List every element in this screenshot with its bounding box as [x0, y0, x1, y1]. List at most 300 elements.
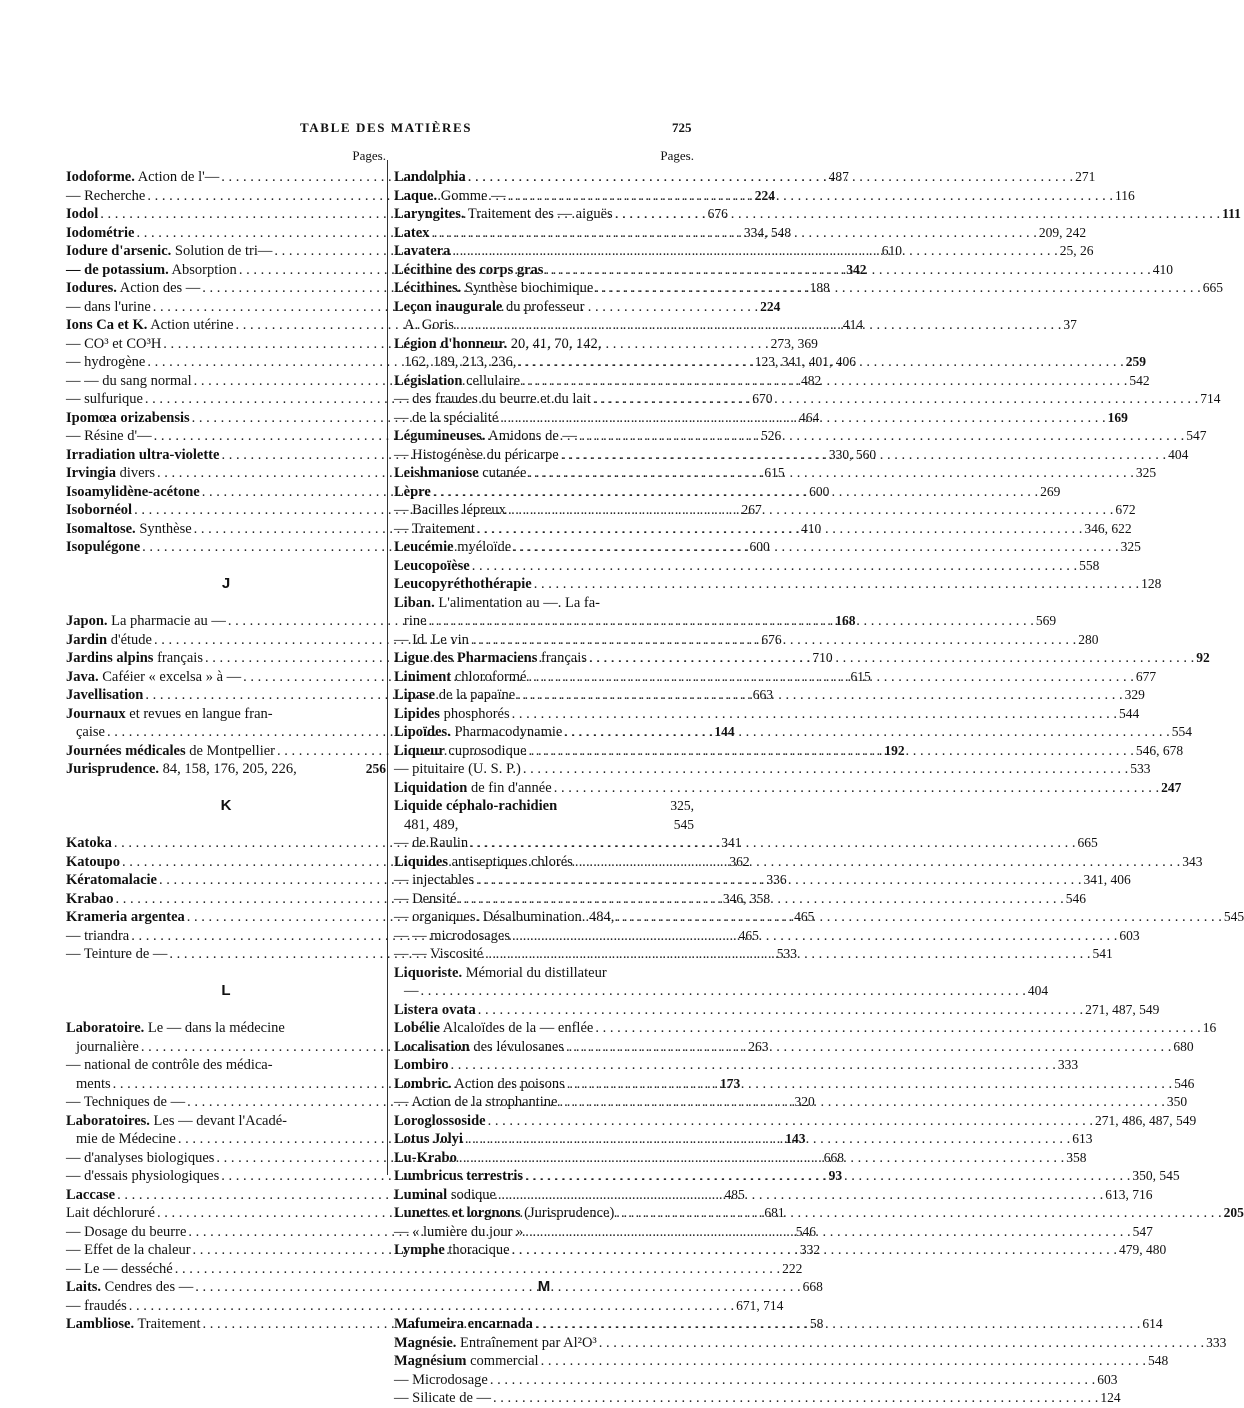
leader-dots: [485, 945, 1090, 964]
section-spacer: [66, 594, 386, 613]
entry-term-text: — dans l'urine: [66, 298, 151, 315]
entry-term: [66, 668, 241, 687]
entry-term: [66, 945, 167, 964]
entry-term: [394, 224, 429, 243]
entry-page: 350, 545: [1132, 1168, 1180, 1183]
entry-page: 143: [785, 1131, 806, 1146]
entry-term: [394, 927, 510, 946]
entry-term-bold: Jardins alpins: [66, 650, 154, 666]
leader-dots: [599, 1334, 1204, 1353]
leader-dots: [429, 612, 1034, 631]
leader-dots: [431, 224, 1036, 243]
index-entry: [394, 1371, 1118, 1390]
leader-dots: [512, 1241, 1117, 1260]
entry-term-bold: Loroglossoside: [394, 1112, 486, 1129]
entry-page: 613: [1072, 1131, 1093, 1146]
entry-term: [66, 1297, 127, 1316]
entry-term: [76, 723, 105, 742]
index-entry: [394, 1389, 1121, 1408]
entry-term-text: — hydrogène: [66, 354, 146, 370]
entry-term: [66, 538, 140, 557]
leader-dots: [595, 279, 1200, 298]
entry-term: [394, 1352, 539, 1371]
entry-page: 464: [799, 409, 820, 425]
entry-term-text: de la papaïne: [435, 687, 516, 703]
entry-term: [394, 335, 601, 354]
index-entry: [394, 982, 1049, 1001]
entry-page: 325,: [670, 798, 694, 813]
entry-term: [404, 316, 454, 335]
entry-page: 37: [1063, 317, 1077, 332]
entry-term: [66, 1149, 214, 1168]
entry-term: [66, 390, 143, 409]
entry-term-bold: Lipides: [394, 705, 440, 722]
entry-term: [66, 261, 237, 280]
entry-term: [394, 1315, 533, 1334]
index-entry: [394, 557, 1100, 576]
leader-dots: [560, 1093, 1165, 1112]
entry-term: [394, 427, 577, 446]
entry-page: 487: [828, 169, 849, 184]
entry-term: [66, 298, 151, 317]
entry-term: [66, 612, 226, 631]
index-entry: [394, 1352, 1169, 1371]
entry-page: 116: [1114, 187, 1135, 203]
entry-term: [66, 705, 273, 724]
entry-term: [66, 1260, 173, 1279]
entry-term: [394, 594, 600, 613]
entry-term-text: commercial: [466, 1353, 539, 1369]
entry-term: [394, 668, 527, 687]
entry-term-bold: Localisation: [394, 1038, 470, 1055]
entry-page: 414: [842, 317, 864, 332]
index-entry: [394, 1334, 1227, 1353]
entry-page: 16: [1202, 1020, 1217, 1035]
entry-term-bold: Leishmaniose: [394, 465, 479, 481]
entry-page: 541: [1092, 946, 1113, 961]
section-letter: L: [221, 982, 231, 999]
leader-dots: [468, 168, 1073, 187]
index-entry: [394, 779, 1182, 798]
entry-page: 546: [1065, 890, 1087, 906]
entry-term-text: — de Raulin: [394, 835, 469, 851]
entry-term: [66, 168, 219, 187]
entry-term-bold: Iodure d'arsenic.: [66, 243, 172, 259]
entry-page: 546: [1174, 1075, 1195, 1091]
entry-term-text: Synthèse: [135, 520, 192, 537]
entry-term-text: — — microdosages: [394, 927, 510, 944]
leader-dots: [561, 446, 1166, 465]
entry-term: [66, 649, 203, 668]
entry-page: 569: [1035, 613, 1057, 628]
entry-term-bold: Liquidation: [394, 779, 468, 796]
entry-term: [394, 631, 469, 650]
entry-term-bold: Leucopyréthothérapie: [394, 576, 532, 592]
leader-dots: [513, 538, 1118, 557]
entry-term-text: d'étude: [107, 631, 152, 648]
entry-term-text: La pharmacie au —: [107, 613, 226, 629]
entry-term-bold: Laboratoires.: [66, 1112, 150, 1129]
entry-page: 362: [729, 853, 750, 869]
leader-dots: [498, 1186, 1103, 1205]
entry-term: [66, 760, 297, 779]
entry-term-text: — injectables: [394, 872, 475, 888]
entry-term-bold: Lunettes et lorgnons: [394, 1205, 521, 1221]
entry-term: [394, 1371, 488, 1390]
leader-dots: [616, 908, 1221, 927]
section-letter: K: [220, 797, 232, 814]
entry-term: [394, 742, 527, 761]
entry-term-text: cellulaire: [462, 372, 521, 389]
entry-term: [394, 1223, 523, 1242]
entry-term-bold: Lotus Jolyi: [394, 1131, 463, 1147]
leader-dots: [477, 520, 1082, 539]
entry-term-bold: Mafumeira encarnada: [394, 1316, 533, 1332]
entry-page: 271: [1075, 169, 1096, 184]
entry-term-text: français: [153, 650, 203, 666]
leader-dots: [470, 834, 1075, 853]
entry-term-text: — Silicate de —: [394, 1390, 492, 1406]
entry-term: [394, 501, 506, 520]
section-spacer: [66, 779, 386, 798]
entry-page: 144: [714, 724, 735, 739]
entry-page: 404: [1168, 446, 1189, 462]
leader-dots: [493, 1389, 1098, 1408]
entry-term-text: Lait déchloruré: [66, 1205, 155, 1221]
leader-dots: [517, 686, 1122, 705]
entry-page: 325: [1135, 465, 1157, 480]
entry-term-text: Entraînement par Al²O³: [456, 1334, 597, 1351]
leader-dots: [567, 1075, 1172, 1094]
entry-page: 58: [809, 1316, 824, 1331]
entry-term-bold: Lumbricus terrestris: [394, 1168, 523, 1184]
entry-term: [66, 187, 145, 206]
entry-term: [394, 1075, 565, 1094]
entry-term-bold: Listera ovata: [394, 1001, 476, 1018]
entry-term: [66, 1278, 193, 1297]
leader-dots: [518, 353, 1123, 372]
index-entry: [66, 1278, 823, 1297]
entry-term: [66, 205, 98, 224]
entry-term-text: 481, 489,: [404, 816, 459, 833]
entry-page: 681: [764, 1205, 785, 1220]
leader-dots: [452, 242, 1057, 261]
entry-term: [66, 834, 112, 853]
entry-term-bold: Laboratoire.: [66, 1020, 145, 1036]
entry-term-text: — Dosage du beurre: [66, 1223, 187, 1240]
entry-term: [404, 353, 516, 372]
entry-term-bold: Latex: [394, 224, 430, 241]
entry-page: 663: [752, 687, 773, 702]
entry-term-bold: Kératomalacie: [66, 872, 157, 888]
entry-term-bold: Leucémie: [394, 539, 454, 555]
entry-term: [66, 483, 200, 502]
entry-term-text: — des fraudes du beurre et du lait: [394, 391, 591, 407]
leader-dots: [512, 705, 1117, 724]
entry-term: [66, 1223, 186, 1242]
entry-term-text: — pituitaire (U. S. P.): [394, 761, 521, 777]
leader-dots: [575, 853, 1180, 872]
entry-term: [66, 446, 219, 465]
entry-term: [66, 631, 152, 650]
index-entry: [394, 1001, 1160, 1020]
entry-term-bold: Liqueur: [394, 742, 445, 759]
index-entry: [394, 1112, 1197, 1131]
entry-term-text: — Histogénèse du péricarpe: [394, 446, 559, 463]
leader-dots: [476, 871, 1081, 890]
entry-term-text: Absorption: [168, 261, 237, 278]
entry-term: [394, 205, 613, 224]
entry-page: 485: [724, 1186, 745, 1202]
entry-term: [394, 1093, 558, 1112]
entry-term-text: Action utérine: [147, 317, 234, 333]
leader-dots: [508, 501, 1113, 520]
leader-dots: [589, 649, 1194, 668]
entry-term: [394, 372, 520, 391]
entry-page: 600: [749, 539, 770, 554]
leader-dots: [472, 557, 1077, 576]
entry-term: [394, 908, 614, 927]
entry-page: 173: [720, 1075, 741, 1091]
entry-term-text: myéloïde: [453, 539, 512, 555]
entry-term-bold: Liniment: [394, 668, 452, 685]
entry-page: 545: [673, 816, 694, 832]
entry-term-bold: — de potassium.: [66, 261, 169, 278]
entry-page: 545: [1223, 909, 1244, 924]
entry-term: [66, 353, 145, 372]
entry-term-text: 84, 158, 176, 205, 226,: [159, 761, 297, 777]
entry-page: 610: [881, 243, 903, 258]
entry-page: 533: [1130, 761, 1151, 776]
entry-term-bold: Magnésium: [394, 1353, 467, 1369]
entry-page: 710: [812, 650, 833, 665]
entry-term: [76, 1038, 139, 1057]
entry-term: [394, 686, 515, 705]
entry-term: [66, 316, 234, 335]
entry-page: 671, 714: [736, 1297, 784, 1313]
entry-term-text: rine: [404, 613, 427, 629]
entry-term-text: — Teinture de —: [66, 946, 168, 962]
entry-page: 209, 242: [1038, 224, 1087, 240]
entry-term: [66, 501, 132, 520]
entry-page: 350: [1166, 1094, 1188, 1109]
entry-page: 547: [1132, 1223, 1153, 1239]
entry-term-text: mie de Médecine: [76, 1131, 176, 1147]
index-entry: [394, 594, 694, 613]
leader-dots: [456, 316, 1061, 335]
entry-term: [66, 1019, 285, 1038]
entry-term-text: — triandra: [66, 927, 130, 944]
entry-page: 92: [1196, 650, 1210, 665]
entry-term: [394, 1019, 593, 1038]
entry-page: 269: [1040, 483, 1061, 499]
entry-term: [394, 483, 431, 502]
entry-page: 271, 486, 487, 549: [1094, 1112, 1197, 1128]
entry-page: 526: [760, 428, 782, 443]
entry-page: 205: [1223, 1205, 1244, 1220]
entry-page: 168: [835, 613, 856, 628]
entry-term: [394, 1334, 597, 1353]
entry-page: 410: [1152, 261, 1174, 277]
entry-term: [394, 390, 591, 409]
entry-term-bold: Ipomœa orizabensis: [66, 409, 190, 426]
entry-term-bold: Isobornéol: [66, 502, 133, 518]
leader-dots: [529, 742, 1134, 761]
entry-term-text: phosphorés: [439, 705, 510, 722]
entry-page: 668: [823, 1149, 845, 1165]
entry-page: 222: [782, 1260, 803, 1276]
leader-dots: [478, 1001, 1083, 1020]
entry-term-bold: Lipoïdes.: [394, 724, 451, 740]
entry-term: [404, 982, 419, 1001]
index-entry: [394, 298, 694, 317]
entry-term: [66, 1315, 201, 1334]
leader-dots: [512, 927, 1117, 946]
entry-page: 128: [1141, 576, 1162, 591]
leader-dots: [451, 1056, 1056, 1075]
entry-term: [394, 964, 607, 983]
entry-term: [394, 538, 511, 557]
entry-page: 665: [1202, 280, 1223, 295]
entry-page: 358: [1066, 1149, 1087, 1165]
entry-page: 603: [1097, 1371, 1118, 1387]
entry-term-bold: Lymphe: [394, 1242, 445, 1258]
section-spacer: [66, 1001, 386, 1020]
entry-term-bold: Lu-Krabo: [394, 1149, 457, 1166]
entry-term-bold: Iodol: [66, 206, 99, 222]
entry-page: 410: [801, 520, 822, 536]
entry-term-text: Alcaloïdes de la — enflée: [439, 1020, 594, 1036]
index-entry: [394, 964, 694, 983]
entry-term-bold: Java.: [66, 668, 99, 685]
section-spacer: [66, 964, 386, 983]
entry-page: 224: [760, 298, 781, 314]
entry-page: 224: [754, 187, 775, 203]
entry-page: 546, 678: [1135, 742, 1184, 758]
entry-term: [404, 612, 427, 631]
leader-dots: [529, 668, 1134, 687]
entry-term: [394, 1038, 564, 1057]
entry-term-text: français: [537, 650, 587, 666]
section-spacer: [66, 816, 386, 835]
entry-term-bold: Lipase: [394, 687, 436, 703]
leader-dots: [490, 1371, 1095, 1390]
entry-term-text: Mémorial du distillateur: [462, 964, 607, 981]
entry-term-text: Solution de tri—: [171, 243, 273, 259]
entry-term-text: — d'essais physiologiques: [66, 1168, 220, 1184]
leader-dots: [579, 427, 1184, 446]
leader-dots: [525, 1223, 1130, 1242]
entry-term-bold: Ions Ca et K.: [66, 317, 148, 333]
index-entry: [66, 1112, 386, 1131]
entry-term: [394, 1130, 463, 1149]
leader-dots: [566, 1038, 1171, 1057]
leader-dots: [421, 982, 1026, 1001]
entry-term: [394, 853, 573, 872]
entry-page: 558: [1079, 557, 1100, 573]
entry-page: 404: [1027, 983, 1049, 998]
entry-page: 465: [738, 927, 759, 943]
section-spacer: [394, 1260, 694, 1279]
entry-term: [394, 409, 498, 428]
entry-page: 267: [741, 502, 762, 517]
entry-term: [66, 520, 192, 539]
entry-term-text: — « lumière du jour »: [394, 1223, 524, 1240]
entry-page: 676: [707, 206, 728, 221]
leader-dots: [488, 1112, 1093, 1131]
entry-page: 346, 622: [1084, 520, 1132, 536]
entry-page: 680: [1173, 1038, 1194, 1054]
leader-dots: [529, 464, 1134, 483]
entry-page: 603: [1119, 927, 1140, 943]
entry-term-text: — Densité: [394, 890, 457, 907]
entry-term-text: Cendres des —: [101, 1279, 194, 1295]
index-entry: [66, 1260, 803, 1279]
entry-page: 615: [764, 465, 785, 480]
entry-term-text: Le — dans la médecine: [144, 1020, 285, 1036]
entry-term-text: antiseptiques chlorés: [448, 853, 573, 870]
index-entry: [394, 1056, 1079, 1075]
entry-term-bold: Irvingia: [66, 465, 116, 481]
entry-term-text: — Id. Le vin: [394, 631, 469, 648]
index-entry: [66, 1297, 784, 1316]
entry-term-bold: Krabao: [66, 890, 114, 907]
entry-page: 192: [884, 742, 905, 758]
entry-term-text: A. Goris: [404, 317, 454, 333]
entry-term-bold: Législation: [394, 372, 463, 389]
index-entry: [394, 760, 1151, 779]
entry-term: [394, 1056, 449, 1075]
entry-page: 668: [802, 1279, 823, 1294]
section-letter: J: [221, 575, 231, 592]
entry-term-bold: Laccase: [66, 1186, 116, 1203]
leader-dots: [593, 390, 1198, 409]
entry-term: [394, 168, 466, 187]
entry-term-text: ments: [76, 1075, 111, 1092]
entry-term: [394, 1241, 510, 1260]
entry-term: [394, 279, 593, 298]
entry-term-bold: Lobélie: [394, 1020, 440, 1036]
entry-term: [394, 446, 559, 465]
pages-label-right: Pages.: [660, 148, 694, 163]
entry-term-bold: Laits.: [66, 1279, 102, 1295]
index-entry: [394, 816, 694, 835]
entry-term: [66, 464, 155, 483]
entry-term-bold: Isopulégone: [66, 539, 141, 555]
entry-page: 613, 716: [1105, 1186, 1153, 1202]
leader-dots: [541, 1352, 1146, 1371]
entry-term-bold: Iodométrie: [66, 224, 135, 241]
entry-term: [66, 908, 185, 927]
entry-term-bold: Javellisation: [66, 687, 144, 703]
entry-term-text: (Jurisprudence): [520, 1205, 615, 1221]
entry-term-text: — Bacilles lépreux: [394, 502, 506, 518]
entry-page: 544: [1119, 705, 1140, 721]
entry-term-text: — Action de la strophantine: [394, 1094, 558, 1110]
entry-term-text: Pharmacodynamie: [450, 724, 563, 740]
section-spacer: [394, 1297, 694, 1316]
entry-term: [66, 1112, 287, 1131]
entry-term-bold: Isoamylidène-acétone: [66, 483, 200, 500]
entry-term-text: thoracique: [444, 1242, 510, 1258]
entry-term: [394, 187, 506, 206]
index-entry: [394, 797, 694, 816]
entry-term: [66, 686, 143, 705]
entry-page: 546: [795, 1223, 817, 1239]
entry-page: 670: [752, 391, 773, 406]
entry-term-text: — fraudés: [66, 1297, 127, 1314]
entry-term: [66, 335, 161, 354]
